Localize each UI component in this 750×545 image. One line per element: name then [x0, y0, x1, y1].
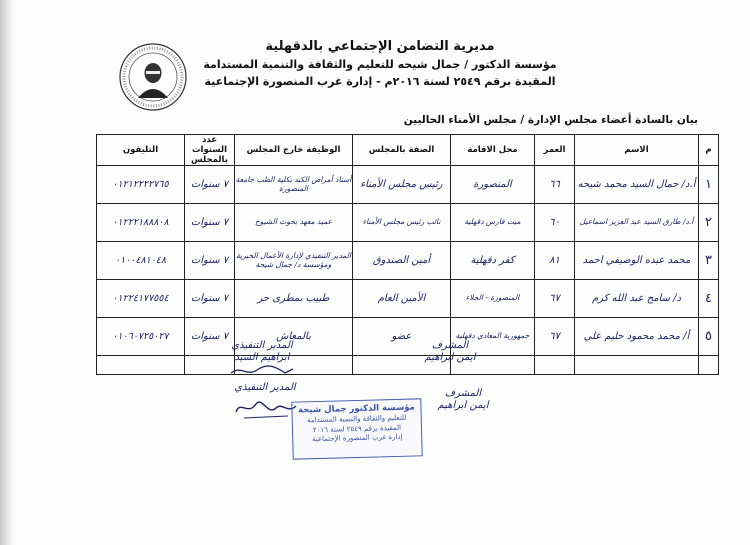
cell-phone: ٠١٠٠٤٨١٠٤٨ [97, 242, 185, 280]
cell-residence: المنصورة - الجلاء [451, 280, 535, 318]
table-row [97, 166, 719, 204]
cell-name: أ.د/ طارق السيد عبد العزيز اسماعيل [575, 204, 699, 242]
cell-age: ٦٦ [535, 166, 575, 204]
cell-role: عضو [353, 318, 451, 356]
cell-residence: جمهورية المعادي دقهلية [451, 318, 535, 356]
signature-scrawl [230, 394, 300, 420]
stamp-line: المقيدة برقم ٢٥٤٩ لسنة ٢٠١٦ [312, 423, 402, 434]
cell-phone: ٠١٢٢٢١٨٨٨٠٨ [97, 204, 185, 242]
cell-name: محمد عبده الوصيفي احمد [575, 242, 699, 280]
cell-no: ٣ [699, 242, 719, 280]
list-title: بيان بالسادة أعضاء مجلس الإدارة / مجلس الأمناء الحاليين [403, 114, 698, 126]
header-directorate: مديرية التضامن الإجتماعي بالدقهلية [265, 39, 495, 54]
cell-residence: ميت فارس دقهلية [451, 204, 535, 242]
director-signature-1 [222, 340, 302, 378]
stamp-line: إدارة غرب المنصورة الإجتماعية [311, 432, 403, 444]
cell-age: ٦٧ [535, 318, 575, 356]
col-header-years: عدد السنوات بالمجلس [185, 135, 235, 166]
cell-job: المدير التنفيذي لإدارة الأعمال الخيرية ومؤسسة د/ جمال شيحة [235, 242, 353, 280]
cell-role: الأمين العام [353, 280, 451, 318]
col-header-no: م [699, 135, 719, 166]
cell-phone: ٠١٢٢٤١٧٧٥٥٤ [97, 280, 185, 318]
cell-no: ٢ [699, 204, 719, 242]
cell-years: ٧ سنوات [185, 242, 235, 280]
col-header-name: الاسم [575, 135, 699, 166]
cell-age: ٦٧ [535, 280, 575, 318]
cell-years: ٧ سنوات [185, 280, 235, 318]
header-foundation: مؤسسة الدكتور / جمال شيحه للتعليم والثقافة والتنمية المستدامة [203, 58, 557, 71]
cell-name: أ/ محمد محمود حليم علي [575, 318, 699, 356]
stamp-line: مؤسسة الدكتور جمال شيحة [297, 402, 415, 416]
cell-role: رئيس مجلس الأمناء [353, 166, 451, 204]
col-header-job: الوظيفة خارج المجلس [235, 135, 353, 166]
cell-residence: كفر دقهلية [451, 242, 535, 280]
members-table [96, 134, 719, 375]
table-row [97, 204, 719, 242]
cell-years: ٧ سنوات [185, 166, 235, 204]
supervisor-title: المشرف [431, 340, 469, 351]
cell-job: أستاذ أمراض الكبد بكلية الطب جامعة المنصورة [235, 166, 353, 204]
col-header-residence: محل الاقامة [451, 135, 535, 166]
cell-phone: ٠١٠٦٠٧٢٥٠٢٧ [97, 318, 185, 356]
cell-role: نائب رئيس مجلس الأمناء [353, 204, 451, 242]
table-header-row [97, 135, 719, 166]
header-registration: المقيدة برقم ٢٥٤٩ لسنة ٢٠١٦م - إدارة غرب المنصورة الإجتماعية [204, 75, 556, 88]
scan-edge-shadow [0, 0, 14, 545]
cell-name: أ.د/ جمال السيد محمد شيحه [575, 166, 699, 204]
col-header-phone: التليفون [97, 135, 185, 166]
cell-age: ٦٠ [535, 204, 575, 242]
supervisor-name: ايمن ابراهيم [437, 400, 489, 411]
signature-scrawl [227, 364, 297, 378]
supervisor-name: ايمن ابراهيم [424, 352, 476, 363]
foundation-stamp [291, 398, 422, 459]
cell-role: أمين الصندوق [353, 242, 451, 280]
col-header-age: العمر [535, 135, 575, 166]
cell-no: ١ [699, 166, 719, 204]
cell-phone: ٠١٢١٢٢٢٢٧٦٥ [97, 166, 185, 204]
cell-name: د/ سامح عبد الله كرم [575, 280, 699, 318]
table-row [97, 280, 719, 318]
col-header-role: الصفة بالمجلس [353, 135, 451, 166]
director-name: ابراهيم السيد [234, 352, 290, 363]
supervisor-title: المشرف [444, 388, 482, 399]
stamp-line: للتعليم والثقافة والتنمية المستدامة [307, 413, 407, 425]
supervisor-signature-2 [418, 388, 508, 412]
cell-age: ٨١ [535, 242, 575, 280]
document-header [160, 38, 600, 90]
cell-job: عميد معهد بحوث الشيوخ [235, 204, 353, 242]
cell-no: ٤ [699, 280, 719, 318]
cell-years: ٧ سنوات [185, 204, 235, 242]
cell-job: طبيب بمطرى حر [235, 280, 353, 318]
director-title: المدير التنفيذي [231, 340, 293, 351]
supervisor-signature-1 [405, 340, 495, 364]
cell-residence: المنصورة [451, 166, 535, 204]
table-row [97, 242, 719, 280]
cell-years: ٧ سنوات [185, 318, 235, 356]
director-title: المدير التنفيذي [234, 382, 296, 393]
cell-job: بالمعاش [235, 318, 353, 356]
cell-no: ٥ [699, 318, 719, 356]
